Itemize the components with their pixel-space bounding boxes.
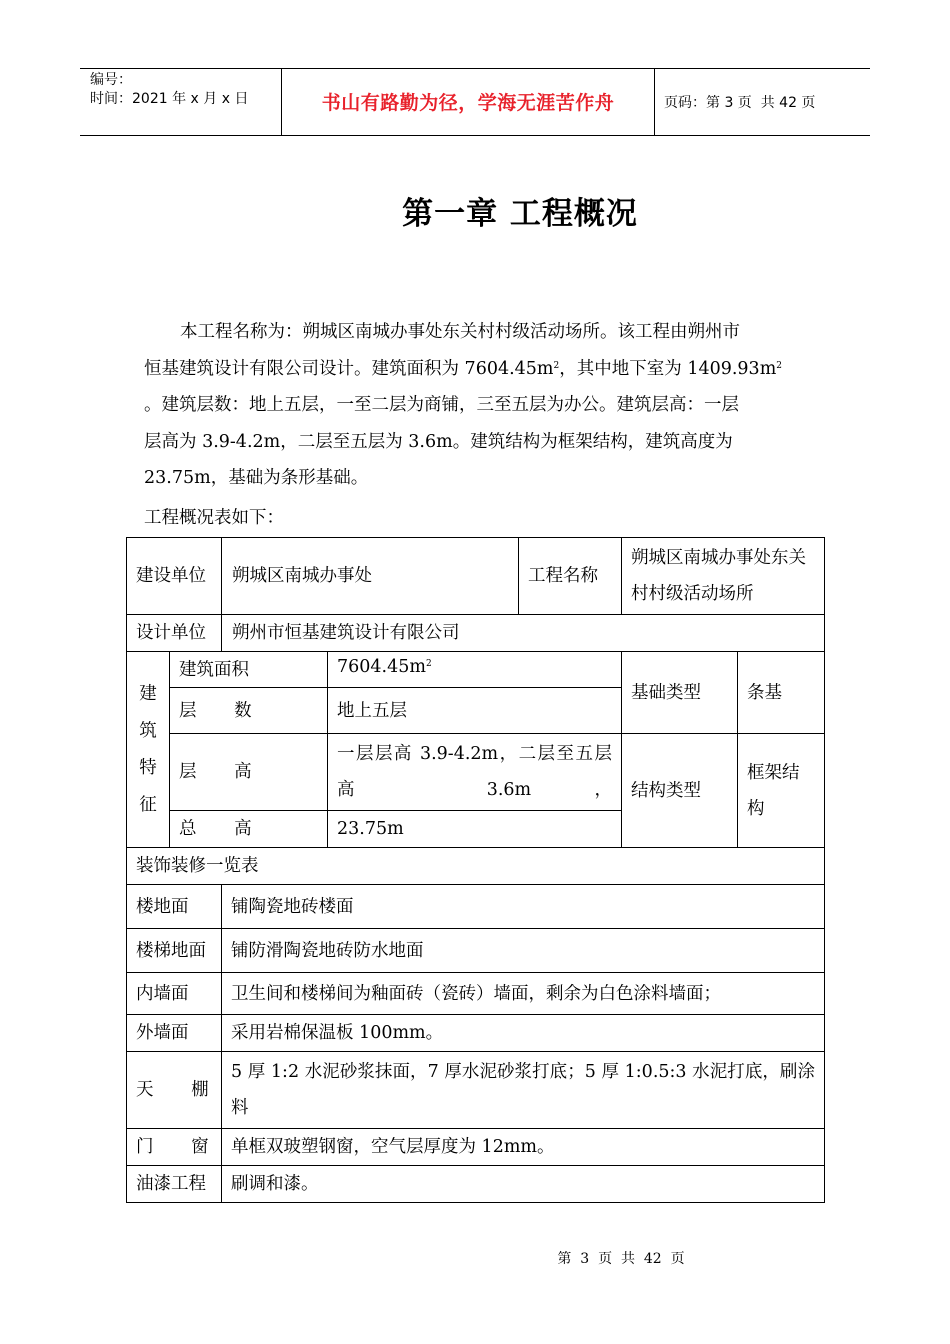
owner-label: 建设单位 <box>127 538 222 615</box>
decoration-label: 天 棚 <box>127 1052 222 1129</box>
decoration-label: 楼梯地面 <box>127 929 222 973</box>
header-number-label: 编号： <box>90 72 132 88</box>
floors-value: 地上五层 <box>328 688 622 734</box>
designer-label: 设计单位 <box>127 615 222 652</box>
table-row <box>127 652 825 688</box>
paragraph-line-1: 本工程名称为：朔城区南城办事处东关村村级活动场所。该工程由朔州市 <box>180 322 740 342</box>
height-value: 一层层高 3.9-4.2m，二层至五层高 3.6m， <box>328 734 622 811</box>
table-row <box>127 885 825 929</box>
header-page-text: 页码：第 3 页 共 42 页 <box>664 94 816 111</box>
area-value <box>328 652 622 688</box>
total-height-value: 23.75m <box>328 811 622 848</box>
decoration-label: 门 窗 <box>127 1129 222 1166</box>
decoration-label: 外墙面 <box>127 1015 222 1052</box>
structure-value: 框架结构 <box>738 734 825 848</box>
decoration-value: 单框双玻塑钢窗，空气层厚度为 12mm。 <box>222 1129 825 1166</box>
decoration-value: 铺防滑陶瓷地砖防水地面 <box>222 929 825 973</box>
paragraph-line-4: 层高为 3.9-4.2m，二层至五层为 3.6m。建筑结构为框架结构，建筑高度为 <box>144 431 733 452</box>
table-row <box>127 848 825 885</box>
header-page-info <box>664 68 815 135</box>
decoration-value: 刷调和漆。 <box>222 1166 825 1203</box>
foundation-label: 基础类型 <box>622 652 738 734</box>
page-footer: 第 3 页 共 42 页 <box>557 1251 685 1267</box>
table-row <box>127 1166 825 1203</box>
table-row <box>127 929 825 973</box>
chapter-title: 第一章 工程概况 <box>402 196 638 232</box>
table-row <box>127 538 825 615</box>
feature-char: 建 <box>139 683 157 704</box>
paragraph-line-3: 。建筑层数：地上五层，一至二层为商铺，三至五层为办公。建筑层高：一层 <box>144 395 739 415</box>
decoration-value: 卫生间和楼梯间为釉面砖（瓷砖）墙面，剩余为白色涂料墙面； <box>222 973 825 1015</box>
header-time-label: 时间：2021 年 x 月 x 日 <box>90 91 249 107</box>
owner-value: 朔城区南城办事处 <box>222 538 519 615</box>
superscript-2: 2 <box>553 360 560 371</box>
decoration-label: 内墙面 <box>127 973 222 1015</box>
header-divider-right <box>654 68 655 135</box>
table-row <box>127 1015 825 1052</box>
project-value: 朔城区南城办事处东关村村级活动场所 <box>622 538 825 615</box>
header-motto: 书山有路勤为径，学海无涯苦作舟 <box>321 92 615 114</box>
area-label: 建筑面积 <box>170 652 328 688</box>
table-row <box>127 734 825 811</box>
total-height-label: 总 高 <box>170 811 328 848</box>
building-feature-label <box>127 652 170 848</box>
overview-paragraph <box>144 314 808 497</box>
designer-value: 朔州市恒基建筑设计有限公司 <box>222 615 825 652</box>
project-label: 工程名称 <box>519 538 622 615</box>
table-row <box>127 1052 825 1129</box>
superscript-2b: 2 <box>776 360 783 371</box>
paragraph-line-2 <box>144 351 808 388</box>
area-superscript: 2 <box>425 659 432 669</box>
feature-char: 筑 <box>139 720 157 741</box>
paragraph-line-2b: ，其中地下室为 1409.93m <box>559 358 777 379</box>
area-value-text: 7604.45m <box>337 657 426 677</box>
header-bottom-rule <box>80 135 870 136</box>
decoration-label: 楼地面 <box>127 885 222 929</box>
floors-label: 层 数 <box>170 688 328 734</box>
decoration-value: 铺陶瓷地砖楼面 <box>222 885 825 929</box>
paragraph-line-2a: 恒基建筑设计有限公司设计。建筑面积为 7604.45m <box>144 358 554 379</box>
table-row <box>127 615 825 652</box>
structure-label: 结构类型 <box>622 734 738 848</box>
table-intro: 工程概况表如下： <box>144 508 284 528</box>
table-row <box>127 1129 825 1166</box>
feature-char: 征 <box>139 794 157 815</box>
paragraph-line-5: 23.75m，基础为条形基础。 <box>144 468 369 488</box>
table-row <box>127 973 825 1015</box>
header-meta <box>90 71 248 109</box>
feature-char: 特 <box>139 757 157 778</box>
foundation-value: 条基 <box>738 652 825 734</box>
decoration-header: 装饰装修一览表 <box>127 848 825 885</box>
decoration-label: 油漆工程 <box>127 1166 222 1203</box>
height-label: 层 高 <box>170 734 328 811</box>
project-overview-table <box>126 537 825 1203</box>
decoration-value: 5 厚 1:2 水泥砂浆抹面，7 厚水泥砂浆打底；5 厚 1:0.5:3 水泥打底，刷涂料 <box>222 1052 825 1129</box>
decoration-value: 采用岩棉保温板 100mm。 <box>222 1015 825 1052</box>
